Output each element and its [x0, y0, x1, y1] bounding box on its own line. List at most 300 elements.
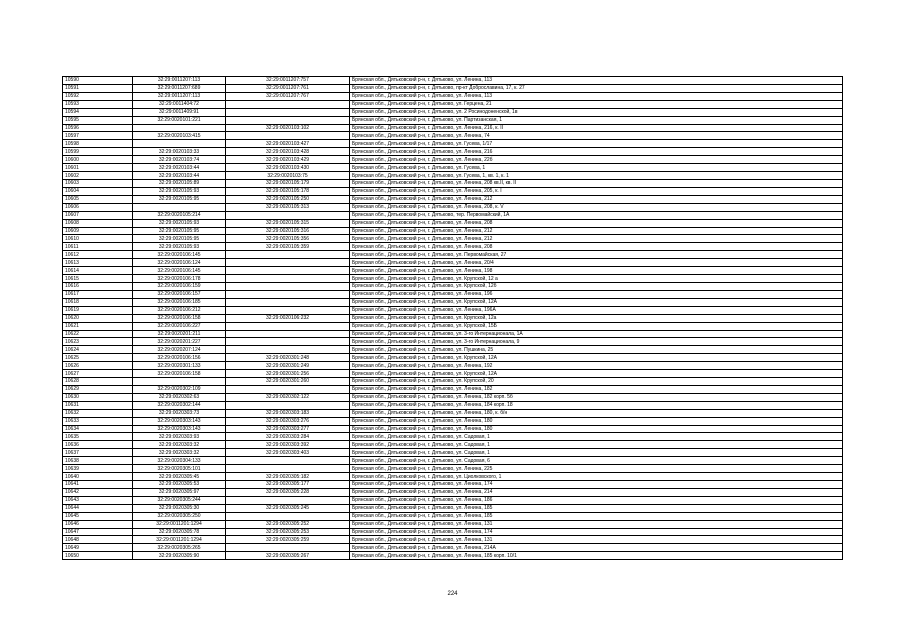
row-number-cell: 10648: [63, 536, 133, 544]
address-cell: Брянская обл., Дятьковский р-н, г. Дятьково, ул. Ленина, 185: [350, 512, 843, 520]
table-row: [63, 496, 843, 504]
address-cell: Брянская обл., Дятьковский р-н, г. Дятьково, ул. Ленина, 205, к. I: [350, 187, 843, 195]
address-cell: Брянская обл., Дятьковский р-н, г. Дятьково, ул. Ленина, 196: [350, 290, 843, 298]
table-row: [63, 393, 843, 401]
parcel-cadastral-number-cell: 32:29:0020303:143: [133, 417, 226, 425]
table-row: [63, 219, 843, 227]
table-row: [63, 457, 843, 465]
row-number-cell: 10627: [63, 370, 133, 378]
row-number-cell: 10630: [63, 393, 133, 401]
parcel-cadastral-number-cell: 32:29:0020103:44: [133, 164, 226, 172]
address-cell: Брянская обл., Дятьковский р-н, г. Дятьково, ул. Крупской, 12б: [350, 282, 843, 290]
table-row: [63, 116, 843, 124]
row-number-cell: 10604: [63, 187, 133, 195]
address-cell: Брянская обл., Дятьковский р-н, г. Дятьково, ул. Крупской, 15Б: [350, 322, 843, 330]
row-number-cell: 10631: [63, 401, 133, 409]
object-cadastral-number-cell: [226, 338, 350, 346]
row-number-cell: 10617: [63, 290, 133, 298]
row-number-cell: 10602: [63, 172, 133, 180]
address-cell: Брянская обл., Дятьковский р-н, г. Дятьково, ул. Ленина, 180: [350, 425, 843, 433]
table-row: [63, 195, 843, 203]
object-cadastral-number-cell: [226, 290, 350, 298]
object-cadastral-number-cell: 32:29:0020302:122: [226, 393, 350, 401]
table-row: [63, 259, 843, 267]
parcel-cadastral-number-cell: 32:29:0020105:93: [133, 187, 226, 195]
object-cadastral-number-cell: 32:29:0011207:761: [226, 84, 350, 92]
registry-table: [62, 76, 843, 560]
row-number-cell: 10642: [63, 488, 133, 496]
parcel-cadastral-number-cell: 32:29:0020106:124: [133, 259, 226, 267]
table-row: [63, 235, 843, 243]
row-number-cell: 10596: [63, 124, 133, 132]
parcel-cadastral-number-cell: 32:29:0020105:93: [133, 219, 226, 227]
address-cell: Брянская обл., Дятьковский р-н, г. Дятьково, ул. Садовая, 1: [350, 433, 843, 441]
object-cadastral-number-cell: [226, 330, 350, 338]
address-cell: Брянская обл., Дятьковский р-н, г. Дятьково, ул. 3-го Интернационала, 1А: [350, 330, 843, 338]
row-number-cell: 10640: [63, 473, 133, 481]
table-row: [63, 148, 843, 156]
object-cadastral-number-cell: [226, 346, 350, 354]
row-number-cell: 10608: [63, 219, 133, 227]
address-cell: Брянская обл., Дятьковский р-н, г. Дятьково, ул. Ленина, 20/4: [350, 259, 843, 267]
address-cell: Брянская обл., Дятьковский р-н, г. Дятьково, ул. Садовая, 6: [350, 457, 843, 465]
address-cell: Брянская обл., Дятьковский р-н, г. Дятьково, ул. Ленина, 225: [350, 465, 843, 473]
row-number-cell: 10636: [63, 441, 133, 449]
table-row: [63, 164, 843, 172]
object-cadastral-number-cell: 32:29:0020103:428: [226, 148, 350, 156]
parcel-cadastral-number-cell: 32:29:0020303:143: [133, 425, 226, 433]
row-number-cell: 10607: [63, 211, 133, 219]
row-number-cell: 10637: [63, 449, 133, 457]
table-row: [63, 536, 843, 544]
row-number-cell: 10606: [63, 203, 133, 211]
table-row: [63, 290, 843, 298]
address-cell: Брянская обл., Дятьковский р-н, г. Дятьково, ул. Крупской, 12А: [350, 354, 843, 362]
row-number-cell: 10619: [63, 306, 133, 314]
address-cell: Брянская обл., Дятьковский р-н, г. Дятьково, пр-кт Доброславина, 17, к. 27: [350, 84, 843, 92]
row-number-cell: 10593: [63, 100, 133, 108]
parcel-cadastral-number-cell: 32:29:0020302:109: [133, 385, 226, 393]
object-cadastral-number-cell: 32:29:0020305:245: [226, 504, 350, 512]
object-cadastral-number-cell: 32:29:0020105:359: [226, 243, 350, 251]
table-row: [63, 322, 843, 330]
parcel-cadastral-number-cell: 32:29:0020106:158: [133, 314, 226, 322]
parcel-cadastral-number-cell: 32:29:0020103:415: [133, 132, 226, 140]
object-cadastral-number-cell: [226, 298, 350, 306]
object-cadastral-number-cell: [226, 211, 350, 219]
object-cadastral-number-cell: 32:29:0020105:250: [226, 195, 350, 203]
row-number-cell: 10613: [63, 259, 133, 267]
row-number-cell: 10599: [63, 148, 133, 156]
table-row: [63, 528, 843, 536]
parcel-cadastral-number-cell: 32:29:0020105:89: [133, 179, 226, 187]
row-number-cell: 10624: [63, 346, 133, 354]
table-row: [63, 346, 843, 354]
parcel-cadastral-number-cell: 32:29:0011201:1294: [133, 536, 226, 544]
table-row: [63, 267, 843, 275]
table-row: [63, 172, 843, 180]
parcel-cadastral-number-cell: 32:29:0011207:113: [133, 92, 226, 100]
object-cadastral-number-cell: [226, 282, 350, 290]
object-cadastral-number-cell: [226, 457, 350, 465]
row-number-cell: 10605: [63, 195, 133, 203]
table-row: [63, 124, 843, 132]
address-cell: Брянская обл., Дятьковский р-н, г. Дятьково, ул. Ленина, 22б: [350, 156, 843, 164]
object-cadastral-number-cell: 32:29:0020303:403: [226, 449, 350, 457]
object-cadastral-number-cell: [226, 275, 350, 283]
object-cadastral-number-cell: [226, 512, 350, 520]
row-number-cell: 10623: [63, 338, 133, 346]
row-number-cell: 10626: [63, 362, 133, 370]
table-row: [63, 465, 843, 473]
address-cell: Брянская обл., Дятьковский р-н, г. Дятьково, ул. Ленина, 208, к. V: [350, 203, 843, 211]
object-cadastral-number-cell: 32:29:0020103:430: [226, 164, 350, 172]
row-number-cell: 10614: [63, 267, 133, 275]
object-cadastral-number-cell: 32:29:0020305:267: [226, 552, 350, 560]
table-row: [63, 306, 843, 314]
object-cadastral-number-cell: 32:29:0020303:183: [226, 409, 350, 417]
table-row: [63, 179, 843, 187]
table-row: [63, 370, 843, 378]
address-cell: Брянская обл., Дятьковский р-н, г. Дятьково, ул. Ленина, 208 кв.II, кв. II: [350, 179, 843, 187]
object-cadastral-number-cell: 32:29:0020105:313: [226, 203, 350, 211]
object-cadastral-number-cell: 32:29:0020305:253: [226, 528, 350, 536]
table-row: [63, 481, 843, 489]
address-cell: Брянская обл., Дятьковский р-н, г. Дятьково, ул. Крупской, 12а: [350, 314, 843, 322]
row-number-cell: 10612: [63, 251, 133, 259]
row-number-cell: 10616: [63, 282, 133, 290]
parcel-cadastral-number-cell: 32:29:0011409:91: [133, 108, 226, 116]
address-cell: Брянская обл., Дятьковский р-н, г. Дятьково, ул. Крупской, 20: [350, 378, 843, 386]
object-cadastral-number-cell: [226, 322, 350, 330]
parcel-cadastral-number-cell: 32:29:0020305:97: [133, 488, 226, 496]
table-row: [63, 425, 843, 433]
row-number-cell: 10629: [63, 385, 133, 393]
table-row: [63, 298, 843, 306]
parcel-cadastral-number-cell: 32:29:0020201:211: [133, 330, 226, 338]
parcel-cadastral-number-cell: 32:29:0020305:244: [133, 496, 226, 504]
object-cadastral-number-cell: [226, 100, 350, 108]
row-number-cell: 10591: [63, 84, 133, 92]
table-row: [63, 330, 843, 338]
parcel-cadastral-number-cell: 32:29:0020105:95: [133, 195, 226, 203]
address-cell: Брянская обл., Дятьковский р-н, г. Дятьково, ул. Ленина, 186: [350, 496, 843, 504]
object-cadastral-number-cell: 32:29:0020305:177: [226, 481, 350, 489]
parcel-cadastral-number-cell: 32:29:0020106:185: [133, 298, 226, 306]
table-row: [63, 92, 843, 100]
address-cell: Брянская обл., Дятьковский р-н, г. Дятьково, ул. Ленина, 185: [350, 504, 843, 512]
object-cadastral-number-cell: 32:29:0020303:276: [226, 417, 350, 425]
row-number-cell: 10641: [63, 481, 133, 489]
registry-table-body: [63, 77, 843, 560]
row-number-cell: 10595: [63, 116, 133, 124]
table-row: [63, 282, 843, 290]
table-row: [63, 520, 843, 528]
parcel-cadastral-number-cell: 32:29:0011207:689: [133, 84, 226, 92]
address-cell: Брянская обл., Дятьковский р-н, г. Дятьково, ул. Ленина, 196А: [350, 306, 843, 314]
object-cadastral-number-cell: 32:29:0020301:249: [226, 362, 350, 370]
table-row: [63, 251, 843, 259]
table-row: [63, 100, 843, 108]
parcel-cadastral-number-cell: 32:29:0020106:227: [133, 322, 226, 330]
row-number-cell: 10635: [63, 433, 133, 441]
row-number-cell: 10634: [63, 425, 133, 433]
row-number-cell: 10610: [63, 235, 133, 243]
object-cadastral-number-cell: 32:29:0020305:182: [226, 473, 350, 481]
parcel-cadastral-number-cell: 32:29:0020106:156: [133, 354, 226, 362]
table-row: [63, 77, 843, 85]
parcel-cadastral-number-cell: 32:29:0020301:133: [133, 362, 226, 370]
table-row: [63, 488, 843, 496]
parcel-cadastral-number-cell: [133, 124, 226, 132]
address-cell: Брянская обл., Дятьковский р-н, г. Дятьково, ул. Герцена, 21: [350, 100, 843, 108]
parcel-cadastral-number-cell: 32:29:0020305:101: [133, 465, 226, 473]
address-cell: Брянская обл., Дятьковский р-н, г. Дятьково, ул. Ленина, 198: [350, 267, 843, 275]
object-cadastral-number-cell: 32:29:0020103:102: [226, 124, 350, 132]
object-cadastral-number-cell: 32:29:0020105:316: [226, 227, 350, 235]
table-row: [63, 544, 843, 552]
object-cadastral-number-cell: 32:29:0020105:356: [226, 235, 350, 243]
parcel-cadastral-number-cell: 32:29:0020106:157: [133, 290, 226, 298]
row-number-cell: 10650: [63, 552, 133, 560]
object-cadastral-number-cell: 32:29:0020301:260: [226, 378, 350, 386]
table-row: [63, 552, 843, 560]
address-cell: Брянская обл., Дятьковский р-н, г. Дятьково, ул. Садовая, 1: [350, 449, 843, 457]
row-number-cell: 10600: [63, 156, 133, 164]
row-number-cell: 10594: [63, 108, 133, 116]
object-cadastral-number-cell: [226, 385, 350, 393]
table-row: [63, 449, 843, 457]
parcel-cadastral-number-cell: 32:29:0020103:74: [133, 156, 226, 164]
row-number-cell: 10632: [63, 409, 133, 417]
parcel-cadastral-number-cell: 32:29:0020305:45: [133, 473, 226, 481]
row-number-cell: 10625: [63, 354, 133, 362]
address-cell: Брянская обл., Дятьковский р-н, г. Дятьково, ул. Ленина, 131: [350, 536, 843, 544]
parcel-cadastral-number-cell: 32:29:0020103:33: [133, 148, 226, 156]
address-cell: Брянская обл., Дятьковский р-н, г. Дятьково, ул. Ленина, 214: [350, 488, 843, 496]
address-cell: Брянская обл., Дятьковский р-н, г. Дятьково, ул. Первомайская, 27: [350, 251, 843, 259]
address-cell: Брянская обл., Дятьковский р-н, г. Дятьково, ул. Ленина, 131: [350, 520, 843, 528]
object-cadastral-number-cell: [226, 259, 350, 267]
address-cell: Брянская обл., Дятьковский р-н, г. Дятьково, ул. Ленина, 180, к. б/н: [350, 409, 843, 417]
object-cadastral-number-cell: 32:29:0020305:228: [226, 488, 350, 496]
parcel-cadastral-number-cell: 32:29:0020305:78: [133, 528, 226, 536]
address-cell: Брянская обл., Дятьковский р-н, г. Дятьково, ул. Ленина, 192: [350, 362, 843, 370]
row-number-cell: 10598: [63, 140, 133, 148]
parcel-cadastral-number-cell: 32:29:0011207:113: [133, 77, 226, 85]
row-number-cell: 10609: [63, 227, 133, 235]
object-cadastral-number-cell: [226, 465, 350, 473]
object-cadastral-number-cell: 32:29:0011207:757: [226, 77, 350, 85]
address-cell: Брянская обл., Дятьковский р-н, г. Дятьково, ул. Ленина, 208: [350, 219, 843, 227]
parcel-cadastral-number-cell: 32:29:0020303:93: [133, 433, 226, 441]
address-cell: Брянская обл., Дятьковский р-н, г. Дятьково, ул. Крупской, 12А: [350, 298, 843, 306]
parcel-cadastral-number-cell: 32:29:0020303:32: [133, 449, 226, 457]
object-cadastral-number-cell: [226, 401, 350, 409]
parcel-cadastral-number-cell: 32:29:0020305:30: [133, 504, 226, 512]
address-cell: Брянская обл., Дятьковский р-н, г. Дятьково, ул. Циолковского, 1: [350, 473, 843, 481]
parcel-cadastral-number-cell: 32:29:0020106:159: [133, 282, 226, 290]
parcel-cadastral-number-cell: 32:29:0020101:221: [133, 116, 226, 124]
address-cell: Брянская обл., Дятьковский р-н, г. Дятьково, ул. Ленина, 184 корп. 18: [350, 401, 843, 409]
table-row: [63, 362, 843, 370]
object-cadastral-number-cell: [226, 251, 350, 259]
object-cadastral-number-cell: 32:29:0020303:277: [226, 425, 350, 433]
parcel-cadastral-number-cell: 32:29:0020105:93: [133, 243, 226, 251]
address-cell: Брянская обл., Дятьковский р-н, г. Дятьково, ул. Гусева, 1, кв. 1, к. 1: [350, 172, 843, 180]
parcel-cadastral-number-cell: [133, 140, 226, 148]
table-row: [63, 378, 843, 386]
table-row: [63, 338, 843, 346]
parcel-cadastral-number-cell: 32:29:0011404:72: [133, 100, 226, 108]
row-number-cell: 10638: [63, 457, 133, 465]
table-row: [63, 401, 843, 409]
address-cell: Брянская обл., Дятьковский р-н, г. Дятьково, ул. Ленина, 113: [350, 77, 843, 85]
table-row: [63, 140, 843, 148]
row-number-cell: 10597: [63, 132, 133, 140]
table-row: [63, 433, 843, 441]
table-row: [63, 504, 843, 512]
object-cadastral-number-cell: 32:29:0020105:179: [226, 179, 350, 187]
parcel-cadastral-number-cell: 32:29:0011201:1294: [133, 520, 226, 528]
address-cell: Брянская обл., Дятьковский р-н, г. Дятьково, ул. Крупской, 12А: [350, 370, 843, 378]
address-cell: Брянская обл., Дятьковский р-н, г. Дятьково, ул. Ленина, 74: [350, 132, 843, 140]
object-cadastral-number-cell: 32:29:0020301:248: [226, 354, 350, 362]
address-cell: Брянская обл., Дятьковский р-н, г. Дятьково, ул. 3-го Интернационала, 9: [350, 338, 843, 346]
row-number-cell: 10603: [63, 179, 133, 187]
address-cell: Брянская обл., Дятьковский р-н, г. Дятьково, тер. Первомайский, 1А: [350, 211, 843, 219]
row-number-cell: 10620: [63, 314, 133, 322]
parcel-cadastral-number-cell: 32:29:0020201:227: [133, 338, 226, 346]
table-row: [63, 156, 843, 164]
table-row: [63, 211, 843, 219]
parcel-cadastral-number-cell: 32:29:0020304:133: [133, 457, 226, 465]
row-number-cell: 10647: [63, 528, 133, 536]
parcel-cadastral-number-cell: 32:29:0020106:145: [133, 267, 226, 275]
address-cell: Брянская обл., Дятьковский р-н, г. Дятьково, ул. Ленина, 113: [350, 92, 843, 100]
parcel-cadastral-number-cell: 32:29:0020302:144: [133, 401, 226, 409]
address-cell: Брянская обл., Дятьковский р-н, г. Дятьково, ул. Гусева, 1: [350, 164, 843, 172]
object-cadastral-number-cell: 32:29:0020305:252: [226, 520, 350, 528]
table-row: [63, 512, 843, 520]
row-number-cell: 10643: [63, 496, 133, 504]
table-row: [63, 441, 843, 449]
parcel-cadastral-number-cell: 32:29:0020105:214: [133, 211, 226, 219]
address-cell: Брянская обл., Дятьковский р-н, г. Дятьково, ул. Пушкина, 25: [350, 346, 843, 354]
table-row: [63, 473, 843, 481]
object-cadastral-number-cell: 32:29:0011207:767: [226, 92, 350, 100]
parcel-cadastral-number-cell: 32:29:0020105:95: [133, 227, 226, 235]
table-row: [63, 275, 843, 283]
address-cell: Брянская обл., Дятьковский р-н, г. Дятьково, ул. Ленина, 214А: [350, 544, 843, 552]
object-cadastral-number-cell: 32:29:0020303:284: [226, 433, 350, 441]
address-cell: Брянская обл., Дятьковский р-н, г. Дятьково, ул. Ленина, 174: [350, 481, 843, 489]
address-cell: Брянская обл., Дятьковский р-н, г. Дятьково, ул. Ленина, 180: [350, 417, 843, 425]
address-cell: Брянская обл., Дятьковский р-н, г. Дятьково, ул. Ленина, 185 корп. 10/1: [350, 552, 843, 560]
address-cell: Брянская обл., Дятьковский р-н, г. Дятьково, ул. Садовая, 1: [350, 441, 843, 449]
address-cell: Брянская обл., Дятьковский р-н, г. Дятьково, ул. Ленина, 212: [350, 235, 843, 243]
row-number-cell: 10649: [63, 544, 133, 552]
row-number-cell: 10590: [63, 77, 133, 85]
object-cadastral-number-cell: 32:29:0020103:427: [226, 140, 350, 148]
address-cell: Брянская обл., Дятьковский р-н, г. Дятьково, ул. Ленина, 212: [350, 227, 843, 235]
parcel-cadastral-number-cell: 32:29:0020302:63: [133, 393, 226, 401]
parcel-cadastral-number-cell: 32:29:0020105:95: [133, 235, 226, 243]
parcel-cadastral-number-cell: 32:29:0020106:178: [133, 275, 226, 283]
row-number-cell: 10628: [63, 378, 133, 386]
page-number: 224: [447, 591, 458, 597]
object-cadastral-number-cell: [226, 116, 350, 124]
address-cell: Брянская обл., Дятьковский р-н, г. Дятьково, ул. Ленина, 208: [350, 243, 843, 251]
table-row: [63, 227, 843, 235]
row-number-cell: 10646: [63, 520, 133, 528]
row-number-cell: 10633: [63, 417, 133, 425]
object-cadastral-number-cell: [226, 267, 350, 275]
parcel-cadastral-number-cell: 32:29:0020207:124: [133, 346, 226, 354]
parcel-cadastral-number-cell: 32:29:0020305:90: [133, 552, 226, 560]
table-row: [63, 409, 843, 417]
object-cadastral-number-cell: [226, 544, 350, 552]
row-number-cell: 10611: [63, 243, 133, 251]
address-cell: Брянская обл., Дятьковский р-н, г. Дятьково, ул. Ленина, 174: [350, 528, 843, 536]
address-cell: Брянская обл., Дятьковский р-н, г. Дятьково, ул. 2 Росинодоненской, 1в: [350, 108, 843, 116]
parcel-cadastral-number-cell: 32:29:0020303:32: [133, 441, 226, 449]
row-number-cell: 10644: [63, 504, 133, 512]
row-number-cell: 10618: [63, 298, 133, 306]
row-number-cell: 10621: [63, 322, 133, 330]
table-row: [63, 243, 843, 251]
address-cell: Брянская обл., Дятьковский р-н, г. Дятьково, ул. Ленина, 182 корп. 5б: [350, 393, 843, 401]
object-cadastral-number-cell: 32:29:0020103:429: [226, 156, 350, 164]
address-cell: Брянская обл., Дятьковский р-н, г. Дятьково, ул. Партизанская, 1: [350, 116, 843, 124]
table-row: [63, 417, 843, 425]
table-row: [63, 187, 843, 195]
object-cadastral-number-cell: 32:29:0020106:232: [226, 314, 350, 322]
address-cell: Брянская обл., Дятьковский р-н, г. Дятьково, ул. Ленина, 216, к. II: [350, 124, 843, 132]
parcel-cadastral-number-cell: 32:29:0020106:212: [133, 306, 226, 314]
object-cadastral-number-cell: 32:29:0020303:392: [226, 441, 350, 449]
object-cadastral-number-cell: [226, 132, 350, 140]
address-cell: Брянская обл., Дятьковский р-н, г. Дятьково, ул. Гусева, 1/17: [350, 140, 843, 148]
table-row: [63, 314, 843, 322]
object-cadastral-number-cell: [226, 306, 350, 314]
object-cadastral-number-cell: [226, 108, 350, 116]
object-cadastral-number-cell: 32:29:0020105:178: [226, 187, 350, 195]
object-cadastral-number-cell: 32:29:0020105:315: [226, 219, 350, 227]
row-number-cell: 10615: [63, 275, 133, 283]
table-row: [63, 385, 843, 393]
parcel-cadastral-number-cell: [133, 378, 226, 386]
object-cadastral-number-cell: 32:29:0020103:75: [226, 172, 350, 180]
parcel-cadastral-number-cell: 32:29:0020106:145: [133, 251, 226, 259]
row-number-cell: 10592: [63, 92, 133, 100]
table-row: [63, 132, 843, 140]
parcel-cadastral-number-cell: 32:29:0020303:73: [133, 409, 226, 417]
parcel-cadastral-number-cell: [133, 203, 226, 211]
object-cadastral-number-cell: 32:29:0020301:256: [226, 370, 350, 378]
parcel-cadastral-number-cell: 32:29:0020103:44: [133, 172, 226, 180]
parcel-cadastral-number-cell: 32:29:0020106:158: [133, 370, 226, 378]
table-row: [63, 108, 843, 116]
table-row: [63, 84, 843, 92]
parcel-cadastral-number-cell: 32:29:0020305:53: [133, 481, 226, 489]
parcel-cadastral-number-cell: 32:29:0020305:265: [133, 544, 226, 552]
object-cadastral-number-cell: [226, 496, 350, 504]
object-cadastral-number-cell: 32:29:0020305:259: [226, 536, 350, 544]
address-cell: Брянская обл., Дятьковский р-н, г. Дятьково, ул. Крупской, 12 а: [350, 275, 843, 283]
table-row: [63, 203, 843, 211]
row-number-cell: 10639: [63, 465, 133, 473]
